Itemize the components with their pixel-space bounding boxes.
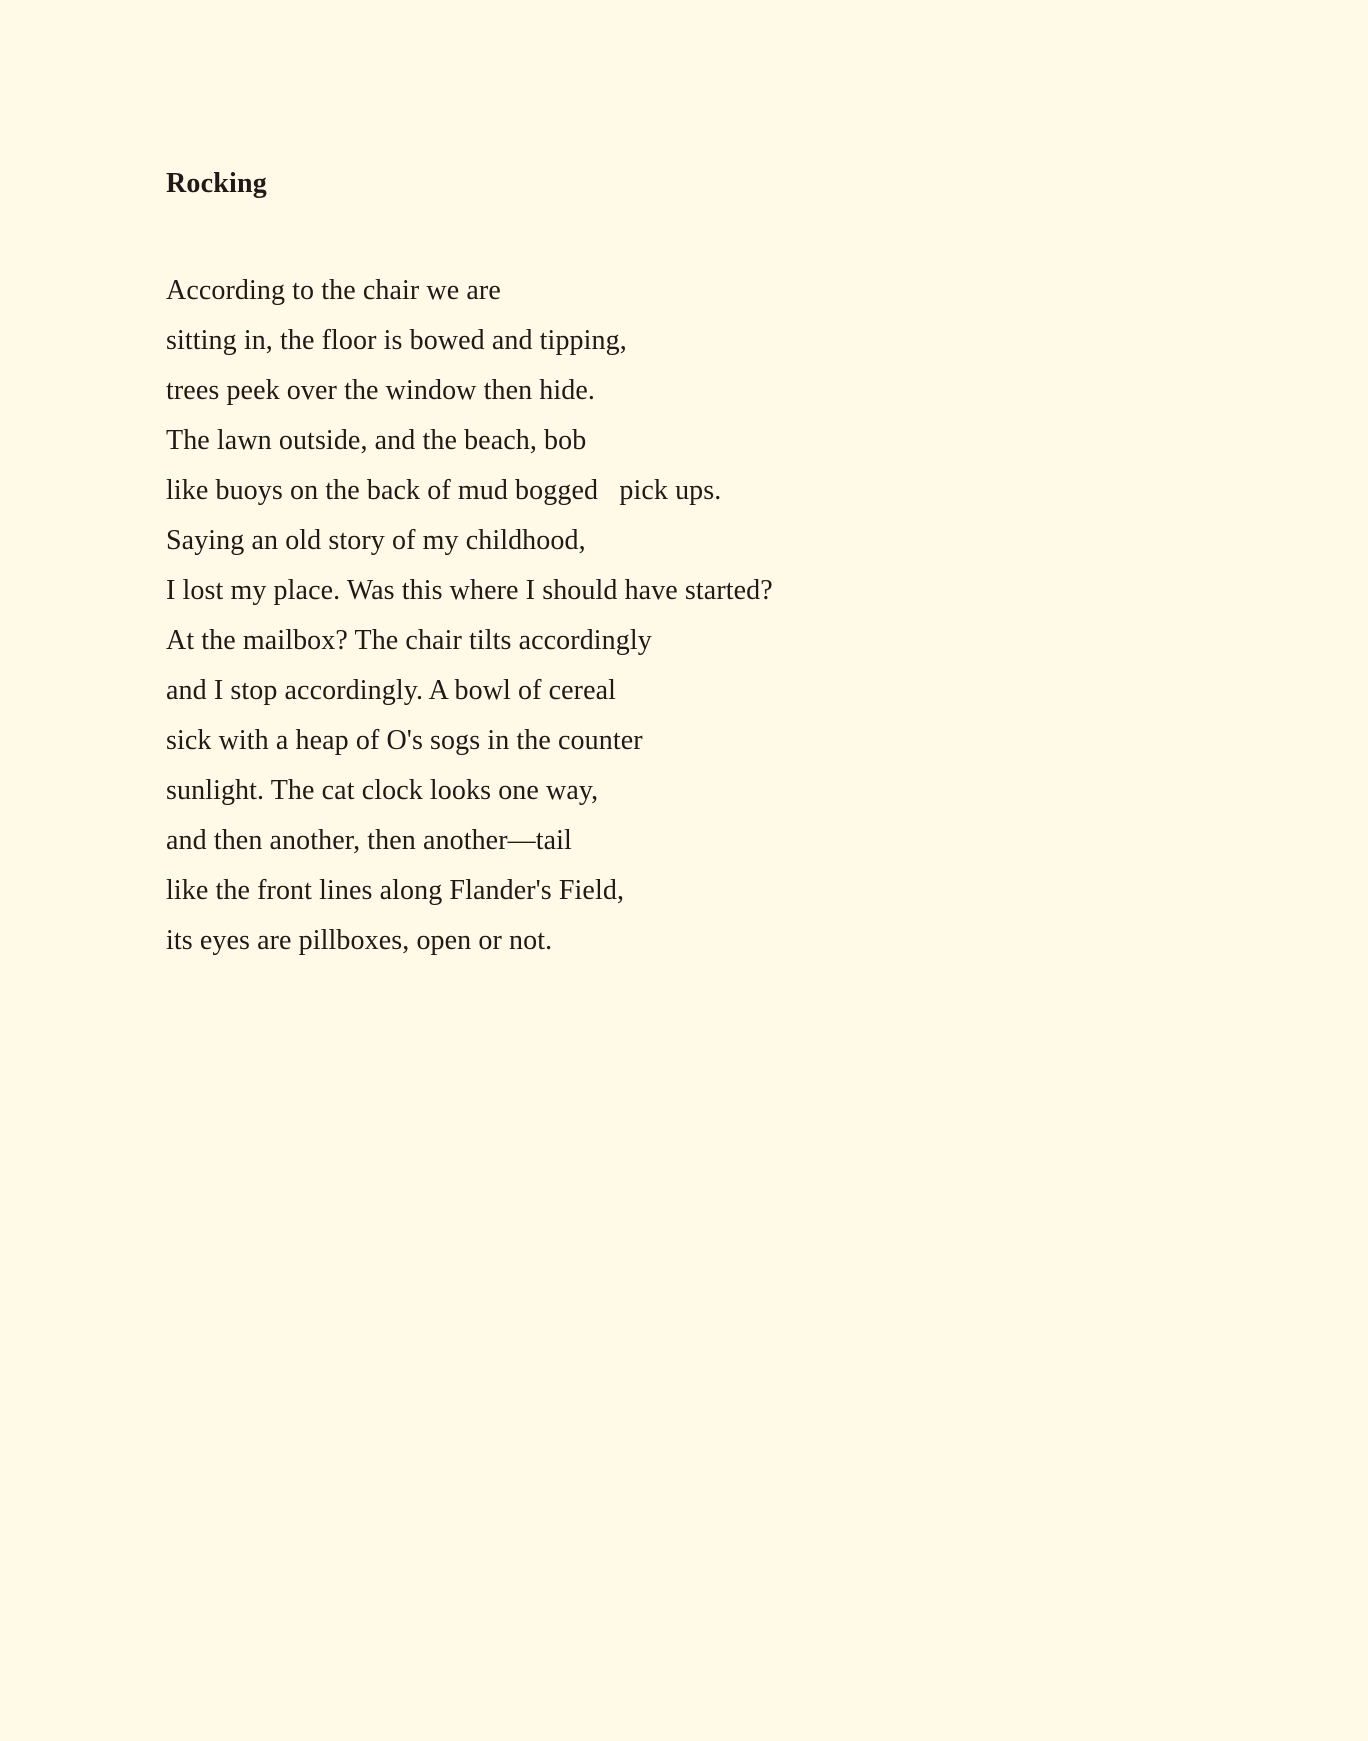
poem-line: sitting in, the floor is bowed and tipping, — [166, 325, 627, 356]
poem-line: trees peek over the window then hide. — [166, 375, 596, 406]
poem-line: and then another, then another—tail — [166, 825, 572, 856]
poem-body — [166, 266, 1186, 966]
poem-line: I lost my place. Was this where I should have started? — [166, 575, 773, 606]
poem-line: At the mailbox? The chair tilts accordingly — [166, 625, 652, 656]
poem-line: sunlight. The cat clock looks one way, — [166, 775, 599, 806]
poem — [166, 166, 1186, 966]
poem-line: Saying an old story of my childhood, — [166, 525, 586, 556]
poem-line: its eyes are pillboxes, open or not. — [166, 925, 553, 956]
poem-line: like buoys on the back of mud bogged pick ups. — [166, 475, 722, 506]
poem-line: and I stop accordingly. A bowl of cereal — [166, 675, 617, 706]
poem-title: Rocking — [166, 168, 267, 199]
poem-line: According to the chair we are — [166, 275, 501, 306]
poem-line: sick with a heap of O's sogs in the counter — [166, 725, 643, 756]
poem-line: like the front lines along Flander's Field, — [166, 875, 625, 906]
poem-line: The lawn outside, and the beach, bob — [166, 425, 587, 456]
